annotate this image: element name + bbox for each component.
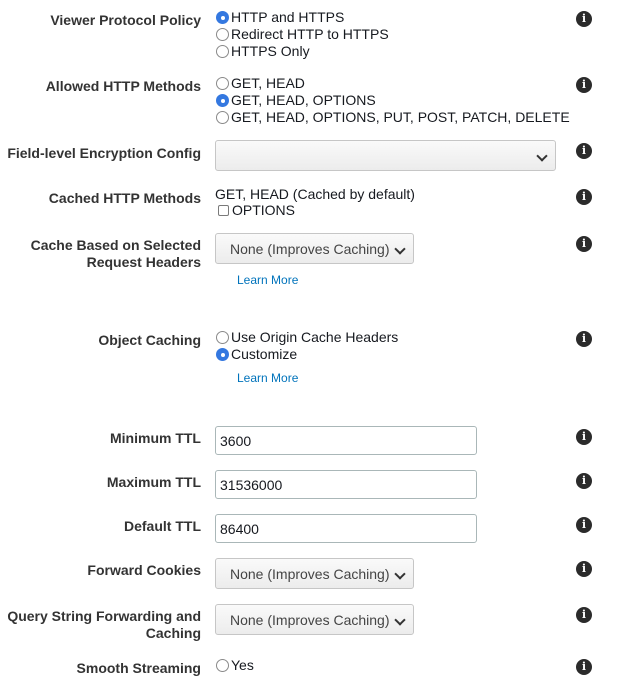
cache-headers-label-line1: Cache Based on Selected [30,237,201,253]
radio-label: GET, HEAD, OPTIONS, PUT, POST, PATCH, DELETE [231,109,570,125]
radio-get-head-options[interactable] [216,92,376,109]
cache-headers-label-line2: Request Headers [86,254,201,270]
radio-http-and-https[interactable] [216,9,344,26]
radio-redirect-http-to-https[interactable] [216,26,389,43]
smooth-streaming-label: Smooth Streaming [76,660,201,676]
cache-headers-select[interactable] [215,233,414,264]
query-string-select[interactable] [215,604,414,635]
radio-get-head[interactable] [216,75,305,92]
cached-http-methods-label: Cached HTTP Methods [48,190,201,206]
radio-https-only[interactable] [216,43,310,60]
learn-more-link[interactable]: Learn More [237,371,299,385]
info-icon[interactable]: i [576,189,592,205]
radio-selected-icon[interactable] [216,11,229,24]
cached-by-default-text: GET, HEAD (Cached by default) [215,186,415,202]
query-string-label-line1: Query String Forwarding and [7,608,201,624]
info-icon[interactable]: i [576,473,592,489]
minimum-ttl-input[interactable]: 3600 [215,426,477,455]
forward-cookies-label: Forward Cookies [87,562,201,578]
radio-label: HTTP and HTTPS [231,9,345,25]
checkbox-icon[interactable] [218,205,229,216]
radio-smooth-streaming-yes[interactable] [216,657,254,674]
info-icon[interactable]: i [576,517,592,533]
maximum-ttl-input[interactable]: 31536000 [215,470,477,499]
info-icon[interactable]: i [576,429,592,445]
chevron-down-icon [394,568,405,579]
checkbox-label: OPTIONS [232,202,296,218]
radio-unselected-icon[interactable] [216,331,229,344]
object-caching-label: Object Caching [98,332,201,348]
radio-use-origin-cache-headers[interactable] [216,329,398,346]
select-value: None (Improves Caching) [230,611,390,628]
radio-label: Redirect HTTP to HTTPS [231,26,389,42]
radio-label: Customize [231,346,298,362]
field-level-encryption-label: Field-level Encryption Config [7,145,201,161]
field-level-encryption-select[interactable] [215,140,556,171]
maximum-ttl-label: Maximum TTL [106,474,201,490]
select-value: None (Improves Caching) [230,240,390,257]
minimum-ttl-label: Minimum TTL [110,430,201,446]
allowed-http-methods-label: Allowed HTTP Methods [45,78,201,94]
info-icon[interactable]: i [576,331,592,347]
default-ttl-label: Default TTL [124,518,201,534]
radio-selected-icon[interactable] [216,348,229,361]
info-icon[interactable]: i [576,11,592,27]
info-icon[interactable]: i [576,143,592,159]
radio-unselected-icon[interactable] [216,28,229,41]
radio-label: Yes [231,657,254,673]
radio-label: HTTPS Only [231,43,310,59]
chevron-down-icon [394,243,405,254]
radio-label: GET, HEAD, OPTIONS [231,92,376,108]
select-value: None (Improves Caching) [230,565,390,582]
query-string-label-line2: Caching [145,625,201,641]
info-icon[interactable]: i [576,607,592,623]
info-icon[interactable]: i [576,77,592,93]
viewer-protocol-policy-label: Viewer Protocol Policy [50,12,201,28]
radio-unselected-icon[interactable] [216,45,229,58]
forward-cookies-select[interactable] [215,558,414,589]
info-icon[interactable]: i [576,561,592,577]
radio-unselected-icon[interactable] [216,659,229,672]
radio-label: GET, HEAD [231,75,305,91]
radio-customize[interactable] [216,346,297,363]
chevron-down-icon [536,150,547,161]
radio-unselected-icon[interactable] [216,77,229,90]
info-icon[interactable]: i [576,659,592,675]
checkbox-options[interactable] [215,202,295,219]
info-icon[interactable]: i [576,236,592,252]
learn-more-link[interactable]: Learn More [237,273,299,287]
radio-label: Use Origin Cache Headers [231,329,399,345]
radio-all-methods[interactable] [216,109,570,126]
radio-selected-icon[interactable] [216,94,229,107]
radio-unselected-icon[interactable] [216,111,229,124]
chevron-down-icon [394,614,405,625]
default-ttl-input[interactable]: 86400 [215,514,477,543]
